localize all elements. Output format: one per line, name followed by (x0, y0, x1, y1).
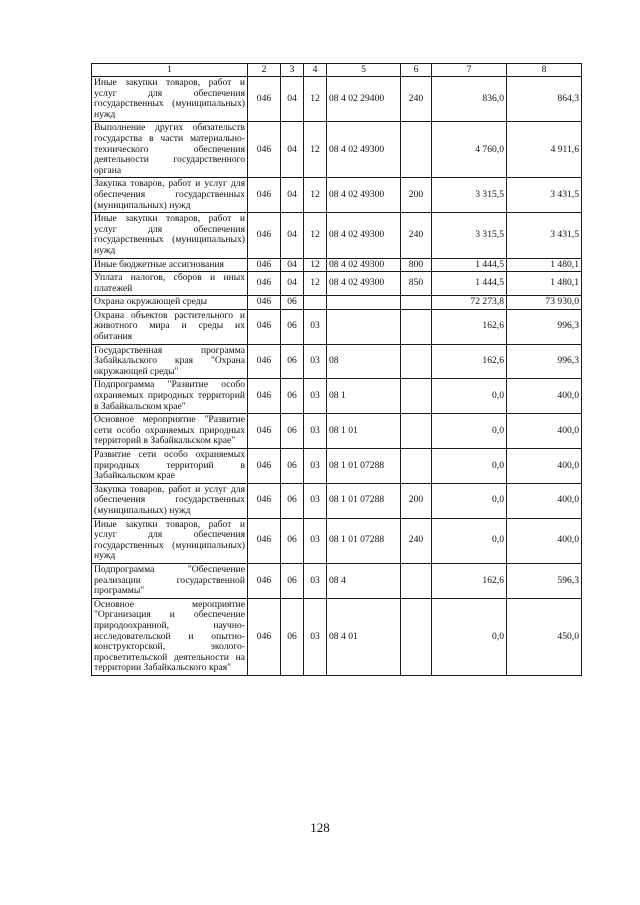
table-row (92, 598, 582, 675)
table-row (92, 483, 582, 518)
col-header-4: 4 (304, 64, 327, 77)
cell-amount-year-1: 1 444,5 (432, 258, 507, 272)
cell-amount-year-2: 1 480,1 (507, 258, 582, 272)
cell-target-article: 08 4 (327, 563, 401, 598)
cell-subsection: 12 (304, 178, 327, 213)
cell-target-article: 08 4 01 (327, 598, 401, 675)
col-header-8: 8 (507, 64, 582, 77)
cell-amount-year-2: 864,3 (507, 77, 582, 122)
cell-amount-year-2: 996,3 (507, 309, 582, 344)
cell-amount-year-1: 0,0 (432, 414, 507, 449)
cell-target-article (327, 309, 401, 344)
cell-target-article (327, 296, 401, 310)
col-header-7: 7 (432, 64, 507, 77)
cell-amount-year-1: 3 315,5 (432, 213, 507, 258)
table-row (92, 449, 582, 484)
cell-amount-year-2: 3 431,5 (507, 178, 582, 213)
cell-section: 06 (281, 598, 304, 675)
cell-target-article: 08 4 02 49300 (327, 122, 401, 178)
cell-subsection: 03 (304, 598, 327, 675)
cell-section: 04 (281, 272, 304, 296)
cell-section: 04 (281, 77, 304, 122)
cell-name: Уплата налогов, сборов и иных платежей (92, 272, 248, 296)
cell-amount-year-1: 0,0 (432, 379, 507, 414)
table-row (92, 563, 582, 598)
cell-expense-type (401, 296, 432, 310)
cell-section: 06 (281, 563, 304, 598)
cell-admin-code: 046 (248, 178, 281, 213)
col-header-5: 5 (327, 64, 401, 77)
cell-subsection: 03 (304, 309, 327, 344)
cell-amount-year-1: 0,0 (432, 449, 507, 484)
cell-expense-type: 240 (401, 77, 432, 122)
cell-section: 04 (281, 122, 304, 178)
table-row (92, 258, 582, 272)
table-row (92, 518, 582, 563)
cell-amount-year-1: 4 760,0 (432, 122, 507, 178)
col-header-3: 3 (281, 64, 304, 77)
cell-target-article: 08 4 02 49300 (327, 258, 401, 272)
cell-subsection: 12 (304, 272, 327, 296)
table-body (92, 77, 582, 676)
cell-name: Государственная программа Забайкальского края "Охрана окружающей среды" (92, 344, 248, 379)
budget-table (91, 63, 582, 676)
cell-expense-type: 240 (401, 518, 432, 563)
table-row (92, 272, 582, 296)
cell-section: 06 (281, 518, 304, 563)
cell-target-article: 08 4 02 49300 (327, 178, 401, 213)
cell-name: Иные закупки товаров, работ и услуг для обеспечения государственных (муниципальных) нужд (92, 213, 248, 258)
cell-expense-type (401, 563, 432, 598)
cell-admin-code: 046 (248, 414, 281, 449)
cell-subsection: 03 (304, 414, 327, 449)
cell-amount-year-2: 1 480,1 (507, 272, 582, 296)
col-header-1: 1 (92, 64, 248, 77)
cell-name: Иные закупки товаров, работ и услуг для обеспечения государственных (муниципальных) нужд (92, 518, 248, 563)
cell-name: Выполнение других обязательств государства в части материально-технического обеспечения деятельности государственного органа (92, 122, 248, 178)
cell-amount-year-2: 400,0 (507, 414, 582, 449)
cell-section: 06 (281, 449, 304, 484)
cell-expense-type (401, 309, 432, 344)
cell-name: Развитие сети особо охраняемых природных территорий в Забайкальском крае (92, 449, 248, 484)
cell-admin-code: 046 (248, 122, 281, 178)
cell-target-article: 08 4 02 49300 (327, 272, 401, 296)
cell-target-article: 08 1 01 (327, 414, 401, 449)
cell-admin-code: 046 (248, 258, 281, 272)
cell-section: 04 (281, 178, 304, 213)
table-row (92, 414, 582, 449)
cell-expense-type (401, 379, 432, 414)
cell-subsection: 03 (304, 563, 327, 598)
cell-amount-year-1: 162,6 (432, 344, 507, 379)
cell-expense-type: 200 (401, 178, 432, 213)
cell-target-article: 08 1 01 07288 (327, 483, 401, 518)
cell-amount-year-2: 400,0 (507, 518, 582, 563)
cell-name: Подпрограмма "Обеспечение реализации государственной программы" (92, 563, 248, 598)
cell-expense-type: 200 (401, 483, 432, 518)
cell-subsection: 03 (304, 483, 327, 518)
cell-amount-year-1: 0,0 (432, 598, 507, 675)
cell-amount-year-2: 596,3 (507, 563, 582, 598)
cell-name: Основное мероприятие "Организация и обеспечение природоохранной, научно-исследовательской и опытно-конструкторской, эколого-просветительской деятельности на территории Забайкальского края" (92, 598, 248, 675)
cell-admin-code: 046 (248, 449, 281, 484)
cell-admin-code: 046 (248, 272, 281, 296)
cell-name: Подпрограмма "Развитие особо охраняемых природных территорий в Забайкальском крае" (92, 379, 248, 414)
cell-name: Основное мероприятие "Развитие сети особо охраняемых природных территорий в Забайкальском крае" (92, 414, 248, 449)
cell-section: 06 (281, 483, 304, 518)
cell-expense-type (401, 598, 432, 675)
cell-expense-type: 800 (401, 258, 432, 272)
cell-name: Иные бюджетные ассигнования (92, 258, 248, 272)
cell-amount-year-1: 72 273,8 (432, 296, 507, 310)
cell-section: 04 (281, 213, 304, 258)
cell-target-article: 08 1 (327, 379, 401, 414)
table-row (92, 344, 582, 379)
cell-amount-year-2: 400,0 (507, 483, 582, 518)
page-number: 128 (310, 820, 330, 835)
cell-section: 04 (281, 258, 304, 272)
cell-admin-code: 046 (248, 77, 281, 122)
cell-subsection: 12 (304, 122, 327, 178)
cell-amount-year-1: 0,0 (432, 518, 507, 563)
cell-expense-type (401, 414, 432, 449)
cell-admin-code: 046 (248, 309, 281, 344)
cell-amount-year-2: 450,0 (507, 598, 582, 675)
cell-subsection: 12 (304, 213, 327, 258)
cell-name: Охрана объектов растительного и животного мира и среды их обитания (92, 309, 248, 344)
cell-expense-type (401, 344, 432, 379)
cell-expense-type: 240 (401, 213, 432, 258)
table-row (92, 296, 582, 310)
table-row (92, 379, 582, 414)
cell-amount-year-2: 73 930,0 (507, 296, 582, 310)
cell-admin-code: 046 (248, 563, 281, 598)
header-row (92, 64, 582, 77)
cell-admin-code: 046 (248, 483, 281, 518)
cell-section: 06 (281, 414, 304, 449)
cell-target-article: 08 1 01 07288 (327, 449, 401, 484)
cell-amount-year-1: 162,6 (432, 309, 507, 344)
table-row (92, 77, 582, 122)
col-header-2: 2 (248, 64, 281, 77)
cell-admin-code: 046 (248, 344, 281, 379)
cell-amount-year-2: 400,0 (507, 379, 582, 414)
table-row (92, 122, 582, 178)
cell-section: 06 (281, 344, 304, 379)
cell-subsection: 12 (304, 77, 327, 122)
cell-target-article: 08 4 02 49300 (327, 213, 401, 258)
table-row (92, 309, 582, 344)
cell-subsection: 12 (304, 258, 327, 272)
cell-subsection: 03 (304, 449, 327, 484)
cell-section: 06 (281, 309, 304, 344)
cell-amount-year-1: 162,6 (432, 563, 507, 598)
cell-name: Закупка товаров, работ и услуг для обеспечения государственных (муниципальных) нужд (92, 483, 248, 518)
cell-subsection: 03 (304, 344, 327, 379)
cell-target-article: 08 1 01 07288 (327, 518, 401, 563)
cell-subsection (304, 296, 327, 310)
cell-name: Охрана окружающей среды (92, 296, 248, 310)
cell-subsection: 03 (304, 518, 327, 563)
cell-amount-year-1: 0,0 (432, 483, 507, 518)
table-row (92, 178, 582, 213)
cell-amount-year-1: 836,0 (432, 77, 507, 122)
table-row (92, 213, 582, 258)
cell-section: 06 (281, 296, 304, 310)
cell-name: Закупка товаров, работ и услуг для обеспечения государственных (муниципальных) нужд (92, 178, 248, 213)
cell-expense-type: 850 (401, 272, 432, 296)
cell-admin-code: 046 (248, 213, 281, 258)
cell-amount-year-2: 3 431,5 (507, 213, 582, 258)
cell-amount-year-1: 3 315,5 (432, 178, 507, 213)
cell-target-article: 08 (327, 344, 401, 379)
cell-target-article: 08 4 02 29400 (327, 77, 401, 122)
cell-admin-code: 046 (248, 379, 281, 414)
cell-amount-year-1: 1 444,5 (432, 272, 507, 296)
cell-amount-year-2: 400,0 (507, 449, 582, 484)
cell-admin-code: 046 (248, 296, 281, 310)
cell-amount-year-2: 4 911,6 (507, 122, 582, 178)
cell-name: Иные закупки товаров, работ и услуг для обеспечения государственных (муниципальных) нужд (92, 77, 248, 122)
cell-expense-type (401, 122, 432, 178)
cell-expense-type (401, 449, 432, 484)
cell-admin-code: 046 (248, 518, 281, 563)
cell-amount-year-2: 996,3 (507, 344, 582, 379)
cell-subsection: 03 (304, 379, 327, 414)
col-header-6: 6 (401, 64, 432, 77)
cell-section: 06 (281, 379, 304, 414)
cell-admin-code: 046 (248, 598, 281, 675)
